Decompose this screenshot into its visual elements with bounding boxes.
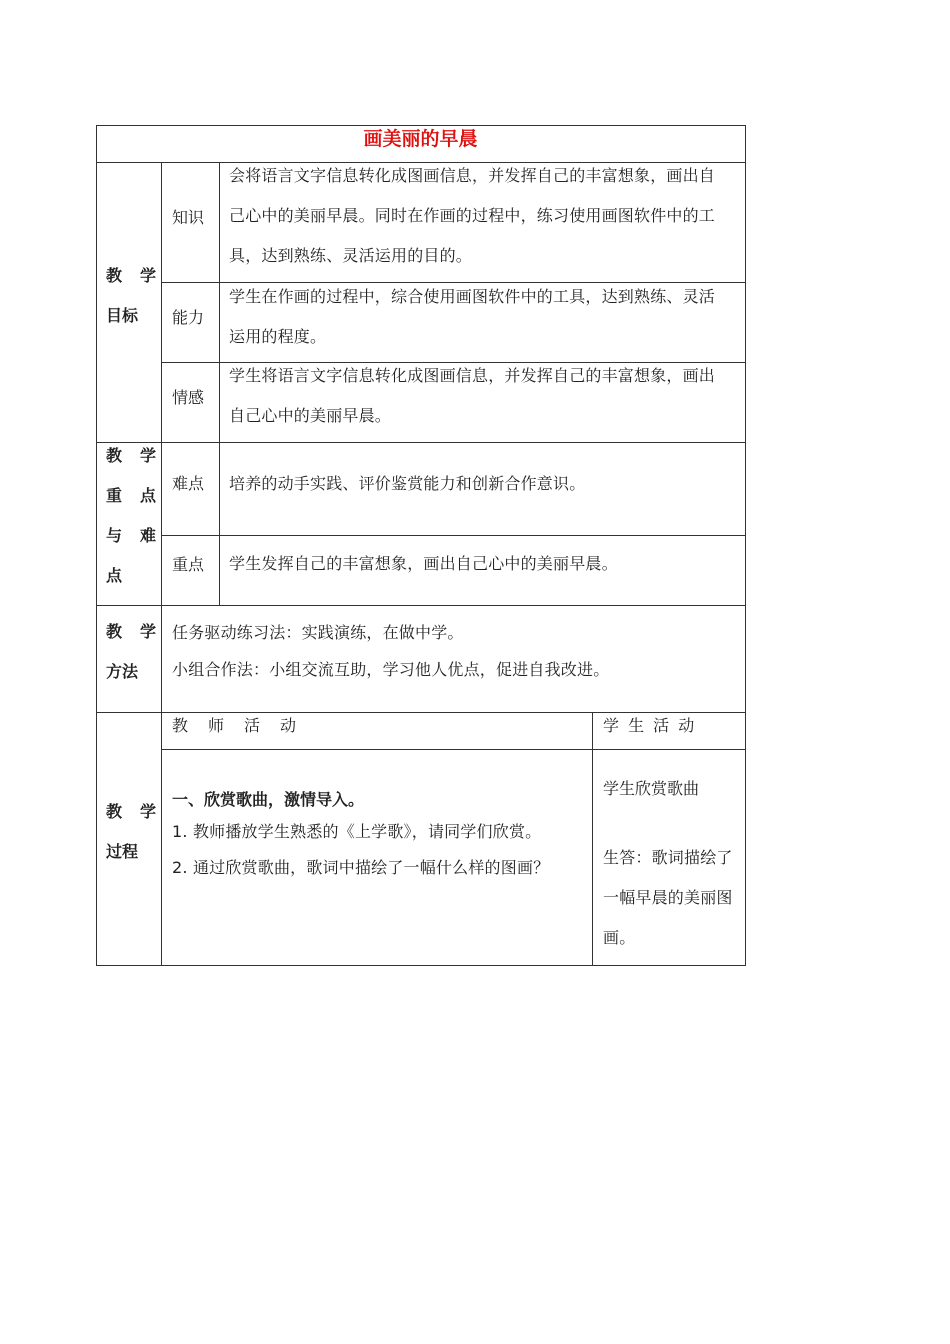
- keypoints-label-char-6: 难: [139, 526, 156, 545]
- objectives-label-char-1: 教: [106, 266, 123, 285]
- student-answer-line-3: 画。: [603, 928, 636, 947]
- keypoints-label-char-4: 点: [139, 486, 156, 505]
- emotion-text: [229, 356, 715, 436]
- process-label: [106, 792, 156, 872]
- methods-text: [172, 614, 609, 688]
- table-col-label: [161, 162, 162, 966]
- methods-label-line-2: 方法: [106, 662, 139, 681]
- methods-line-1: 任务驱动练习法：实践演练，在做中学。: [172, 623, 464, 642]
- knowledge-text: [229, 156, 715, 276]
- keypoints-label-char-1: 教: [106, 446, 123, 465]
- teacher-activity-list: [172, 814, 549, 886]
- keypoint-label: 重点: [172, 555, 205, 574]
- difficulty-label: 难点: [172, 474, 205, 493]
- knowledge-line-2: 己心中的美丽早晨。同时在作画的过程中，练习使用画图软件中的工: [229, 206, 716, 225]
- student-answer-line-2: 一幅早晨的美丽图: [603, 888, 733, 907]
- methods-label-char-1: 教: [106, 622, 123, 641]
- page-title: 画美丽的早晨: [363, 128, 478, 150]
- keypoints-label-char-2: 学: [139, 446, 156, 465]
- table-col-student: [592, 712, 593, 966]
- knowledge-line-1: 会将语言文字信息转化成图画信息，并发挥自己的丰富想象，画出自: [229, 166, 716, 185]
- methods-label: [106, 612, 156, 692]
- difficulty-text: 培养的动手实践、评价鉴赏能力和创新合作意识。: [229, 474, 586, 493]
- table-line-process-header: [161, 749, 746, 750]
- table-col-sublabel-keypoints: [219, 442, 220, 606]
- student-answer-line-1: 生答：歌词描绘了: [603, 848, 733, 867]
- knowledge-line-3: 具，达到熟练、灵活运用的目的。: [229, 246, 473, 265]
- teacher-activity-item-1: 1. 教师播放学生熟悉的《上学歌》，请同学们欣赏。: [172, 822, 542, 841]
- methods-label-char-2: 学: [139, 622, 156, 641]
- knowledge-label: 知识: [172, 208, 205, 227]
- student-activity-header: 学 生 活 动: [603, 716, 697, 735]
- teacher-activity-item-2: 2. 通过欣赏歌曲，歌词中描绘了一幅什么样的图画？: [172, 858, 550, 877]
- keypoints-label-char-7: 点: [106, 566, 123, 585]
- table-line-difficulty: [161, 535, 746, 536]
- table-line-methods: [96, 712, 746, 713]
- objectives-label: [106, 256, 156, 336]
- keypoints-label-char-5: 与: [106, 526, 123, 545]
- process-section-title: 一、欣赏歌曲，激情导入。: [172, 790, 365, 809]
- table-col-sublabel-top: [219, 162, 220, 443]
- keypoints-label: [106, 436, 156, 596]
- table-border-left: [96, 125, 97, 966]
- ability-line-2: 运用的程度。: [229, 327, 327, 346]
- keypoint-text: 学生发挥自己的丰富想象，画出自己心中的美丽早晨。: [229, 554, 618, 573]
- process-label-char-1: 教: [106, 802, 123, 821]
- teacher-activity-header: 教 师 活 动: [172, 716, 299, 735]
- objectives-label-line-2: 目标: [106, 306, 139, 325]
- student-activity-1: 学生欣赏歌曲: [603, 779, 700, 798]
- objectives-label-char-2: 学: [139, 266, 156, 285]
- table-line-keypoints: [96, 605, 746, 606]
- ability-text: [229, 277, 715, 357]
- table-border-right: [745, 125, 746, 966]
- process-label-line-2: 过程: [106, 842, 139, 861]
- student-activity-2: [603, 838, 733, 958]
- table-line-objectives: [96, 442, 746, 443]
- emotion-line-2: 自己心中的美丽早晨。: [229, 406, 392, 425]
- emotion-line-1: 学生将语言文字信息转化成图画信息，并发挥自己的丰富想象，画出: [229, 366, 716, 385]
- table-border-bottom: [96, 965, 746, 966]
- methods-line-2: 小组合作法：小组交流互助，学习他人优点，促进自我改进。: [172, 660, 610, 679]
- emotion-label: 情感: [172, 388, 205, 407]
- process-label-char-2: 学: [139, 802, 156, 821]
- ability-label: 能力: [172, 308, 205, 327]
- ability-line-1: 学生在作画的过程中，综合使用画图软件中的工具，达到熟练、灵活: [229, 287, 716, 306]
- keypoints-label-char-3: 重: [106, 486, 123, 505]
